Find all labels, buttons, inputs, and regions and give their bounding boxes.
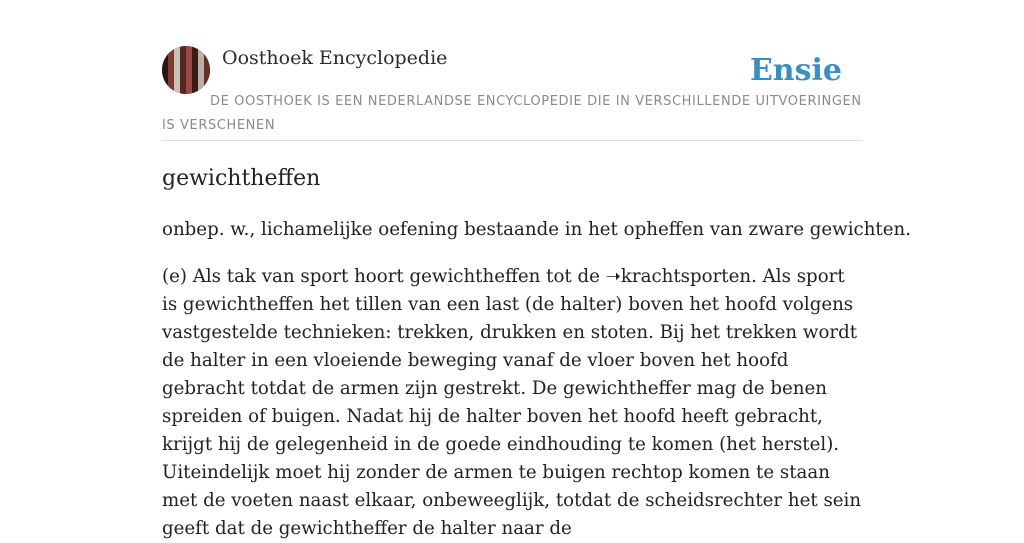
site-tagline: DE OOSTHOEK IS EEN NEDERLANDSE ENCYCLOPEDIE DIE IN VERSCHILLENDE UITVOERINGEN IS VERSCHENEN xyxy=(162,94,862,133)
site-title[interactable]: Oosthoek Encyclopedie xyxy=(222,47,448,69)
body-text-suffix: . Als sport is gewichtheffen het tillen van een last (de halter) boven het hoofd volgens vastgestelde technieken: trekken, drukken en stoten. Bij het trekken wordt de halter in een vloeiende beweging vanaf de vloer boven het hoofd gebracht totdat de armen zijn gestrekt. De gewichtheffer mag de benen spreiden of buigen. Nadat hij de halter boven het hoofd heeft gebracht, krijgt hij de gelegenheid in de goede eindhouding te komen (het herstel). Uiteindelijk moet hij zonder de armen te buigen rechtop komen te staan met de voeten naast elkaar, onbeweeglijk, totdat de scheidsrechter het sein geeft dat de gewichtheffer de halter naar de xyxy=(162,266,862,539)
encyclopedia-avatar[interactable] xyxy=(162,46,210,94)
krachtsporten-link[interactable]: ➝krachtsporten xyxy=(605,266,752,287)
brand-logo[interactable]: Ensie xyxy=(749,53,842,88)
entry-title: gewichtheffen xyxy=(162,166,321,191)
article xyxy=(162,160,911,539)
site-header xyxy=(162,46,862,141)
entry-definition: onbep. w., lichamelijke oefening bestaande in het opheffen van zware gewichten. xyxy=(162,219,911,240)
entry-body xyxy=(162,263,862,543)
body-text-prefix: (e) Als tak van sport hoort gewichtheffen tot de xyxy=(162,266,606,287)
